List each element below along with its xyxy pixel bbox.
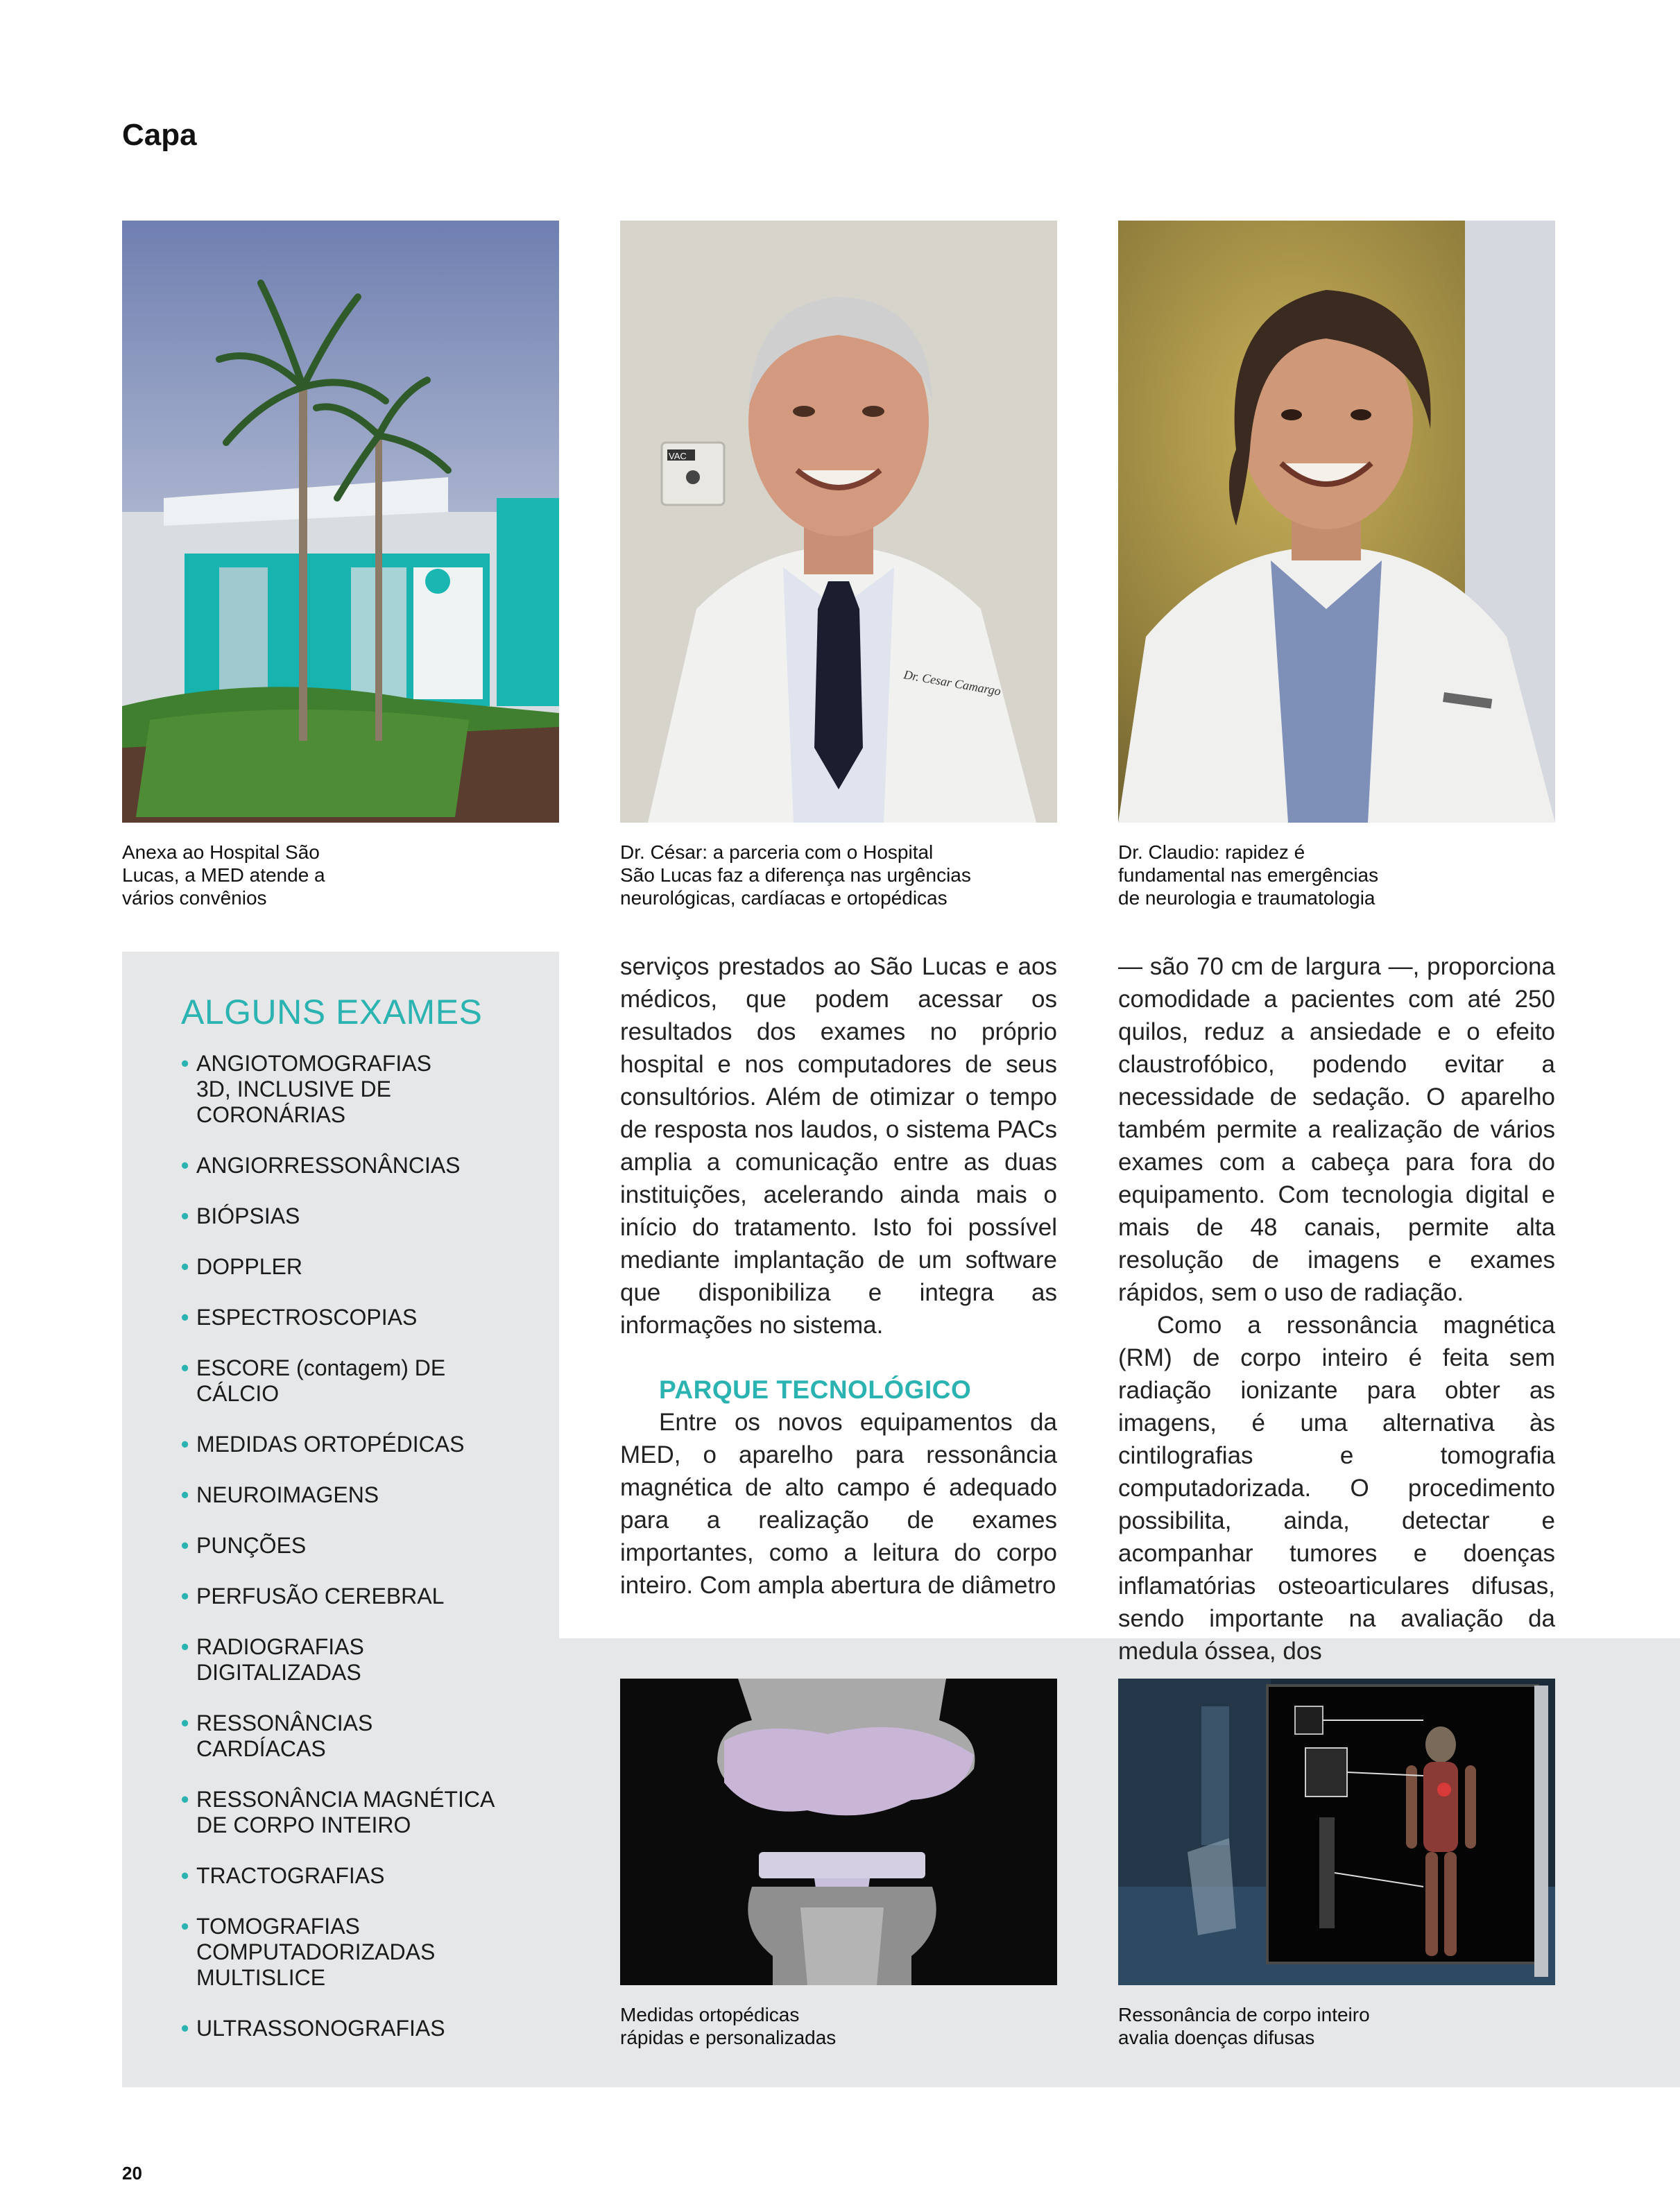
exam-list-item-label: TRACTOGRAFIAS (196, 1863, 385, 1888)
exam-list-item-label: PUNÇÕES (196, 1533, 307, 1558)
exam-list-item (181, 1787, 542, 1838)
bullet-dot-icon: • (181, 2016, 189, 2041)
article-column-2 (1118, 950, 1555, 1667)
bullet-dot-icon: • (181, 1482, 189, 1507)
exam-list-item-label: ULTRASSONOGRAFIAS (196, 2016, 445, 2041)
bullet-dot-icon: • (181, 1254, 189, 1279)
exam-list-item (181, 1051, 542, 1128)
dr-cesar-photo (620, 221, 1057, 823)
exam-list-item (181, 2016, 542, 2041)
exam-list-item-label: ANGIOTOMOGRAFIAS 3D, INCLUSIVE DE CORONÁRIAS (196, 1051, 431, 1127)
exam-list-item-label: NEUROIMAGENS (196, 1482, 379, 1507)
article-paragraph: serviços prestados ao São Lucas e aos médicos, que podem acessar os resultados dos exames no próprio hospital e nos computadores de seus consultórios. Além de otimizar o tempo de resposta nos laudos, o sistema PACs amplia a comunicação entre as duas instituições, acelerando ainda mais o início do tratamento. Isto foi possível mediante implantação de um software que disponibiliza e integra as informações no sistema. (620, 953, 1057, 1339)
bullet-dot-icon: • (181, 1787, 189, 1812)
body-scan-image (1118, 1679, 1555, 1985)
exam-list-item-label: DOPPLER (196, 1254, 302, 1279)
bullet-dot-icon: • (181, 1533, 189, 1558)
body-scan-caption: Ressonância de corpo inteiro avalia doenças difusas (1118, 2004, 1370, 2048)
exam-list-item (181, 1584, 542, 1609)
bullet-dot-icon: • (181, 1914, 189, 1939)
bullet-dot-icon: • (181, 1584, 189, 1609)
exam-list-item (181, 1634, 542, 1686)
exams-box-title: ALGUNS EXAMES (181, 993, 483, 1031)
bullet-dot-icon: • (181, 1203, 189, 1228)
exam-list-item (181, 1432, 542, 1457)
page-number: 20 (122, 2163, 142, 2184)
exam-list-item (181, 1153, 542, 1178)
bullet-dot-icon: • (181, 1863, 189, 1888)
annex-photo-caption: Anexa ao Hospital São Lucas, a MED atende a vários convênios (122, 841, 325, 909)
bullet-dot-icon: • (181, 1305, 189, 1330)
exam-list-item (181, 1914, 542, 1991)
exam-list-item-label: BIÓPSIAS (196, 1203, 300, 1228)
exam-list-item-label: MEDIDAS ORTOPÉDICAS (196, 1432, 465, 1457)
dr-claudio-photo-caption: Dr. Claudio: rapidez é fundamental nas emergências de neurologia e traumatologia (1118, 841, 1379, 909)
exam-list-item-label: RESSONÂNCIAS CARDÍACAS (196, 1711, 373, 1761)
exam-list-item-label: ESPECTROSCOPIAS (196, 1305, 418, 1330)
bullet-dot-icon: • (181, 1355, 189, 1380)
coat-embroidery: Dr. Cesar Camargo (902, 667, 1002, 698)
exam-list-item-label: ESCORE (contagem) DE CÁLCIO (196, 1355, 446, 1406)
bullet-dot-icon: • (181, 1634, 189, 1659)
exam-list-item (181, 1305, 542, 1330)
dr-cesar-photo-caption: Dr. César: a parceria com o Hospital São Lucas faz a diferença nas urgências neurológicas, cardíacas e ortopédicas (620, 841, 971, 909)
section-subheading: PARQUE TECNOLÓGICO (659, 1375, 972, 1404)
article-paragraph: Entre os novos equipamentos da MED, o aparelho para ressonância magnética de alto campo é adequado para a realização de exames importantes, como a leitura do corpo inteiro. Com ampla abertura de diâmetro (620, 1409, 1057, 1599)
bullet-dot-icon: • (181, 1153, 189, 1178)
dr-claudio-photo (1118, 221, 1555, 823)
exam-list-item (181, 1533, 542, 1559)
knee-scan-image (620, 1679, 1057, 1985)
knee-scan-caption: Medidas ortopédicas rápidas e personalizadas (620, 2004, 837, 2048)
section-label: Capa (122, 118, 197, 152)
exam-list-item-label: ANGIORRESSONÂNCIAS (196, 1153, 461, 1178)
article-paragraph: — são 70 cm de largura —, proporciona comodidade a pacientes com até 250 quilos, reduz a ansiedade e o efeito claustrofóbico, podendo evitar a necessidade de sedação. O aparelho também permite a realização de vários exames com a cabeça para fora do equipamento. Com tecnologia digital e mais de 48 canais, permite alta resolução de imagens e exames rápidos, sem o uso de radiação. (1118, 953, 1555, 1306)
exam-list-item (181, 1482, 542, 1508)
device-label: VAC (669, 451, 687, 461)
article-column-1 (620, 950, 1057, 1602)
bullet-dot-icon: • (181, 1051, 189, 1076)
bullet-dot-icon: • (181, 1432, 189, 1457)
exams-list (181, 1051, 542, 2066)
exam-list-item (181, 1863, 542, 1889)
article-paragraph: Como a ressonância magnética (RM) de corpo inteiro é feita sem radiação ionizante para obter as imagens, é uma alternativa às cintilografias e tomografia computadorizada. O procedimento possibilita, ainda, detectar e acompanhar tumores e doenças inflamatórias osteoarticulares difusas, sendo importante na avaliação da medula óssea, dos (1118, 1312, 1555, 1665)
exam-list-item (181, 1254, 542, 1280)
exam-list-item (181, 1711, 542, 1762)
annex-building-photo (122, 221, 559, 823)
exam-list-item (181, 1355, 542, 1407)
exam-list-item-label: TOMOGRAFIAS COMPUTADORIZADAS MULTISLICE (196, 1914, 436, 1990)
exam-list-item (181, 1203, 542, 1229)
exam-list-item-label: RADIOGRAFIAS DIGITALIZADAS (196, 1634, 364, 1685)
bullet-dot-icon: • (181, 1711, 189, 1735)
exam-list-item-label: RESSONÂNCIA MAGNÉTICA DE CORPO INTEIRO (196, 1787, 495, 1837)
exam-list-item-label: PERFUSÃO CEREBRAL (196, 1584, 445, 1609)
